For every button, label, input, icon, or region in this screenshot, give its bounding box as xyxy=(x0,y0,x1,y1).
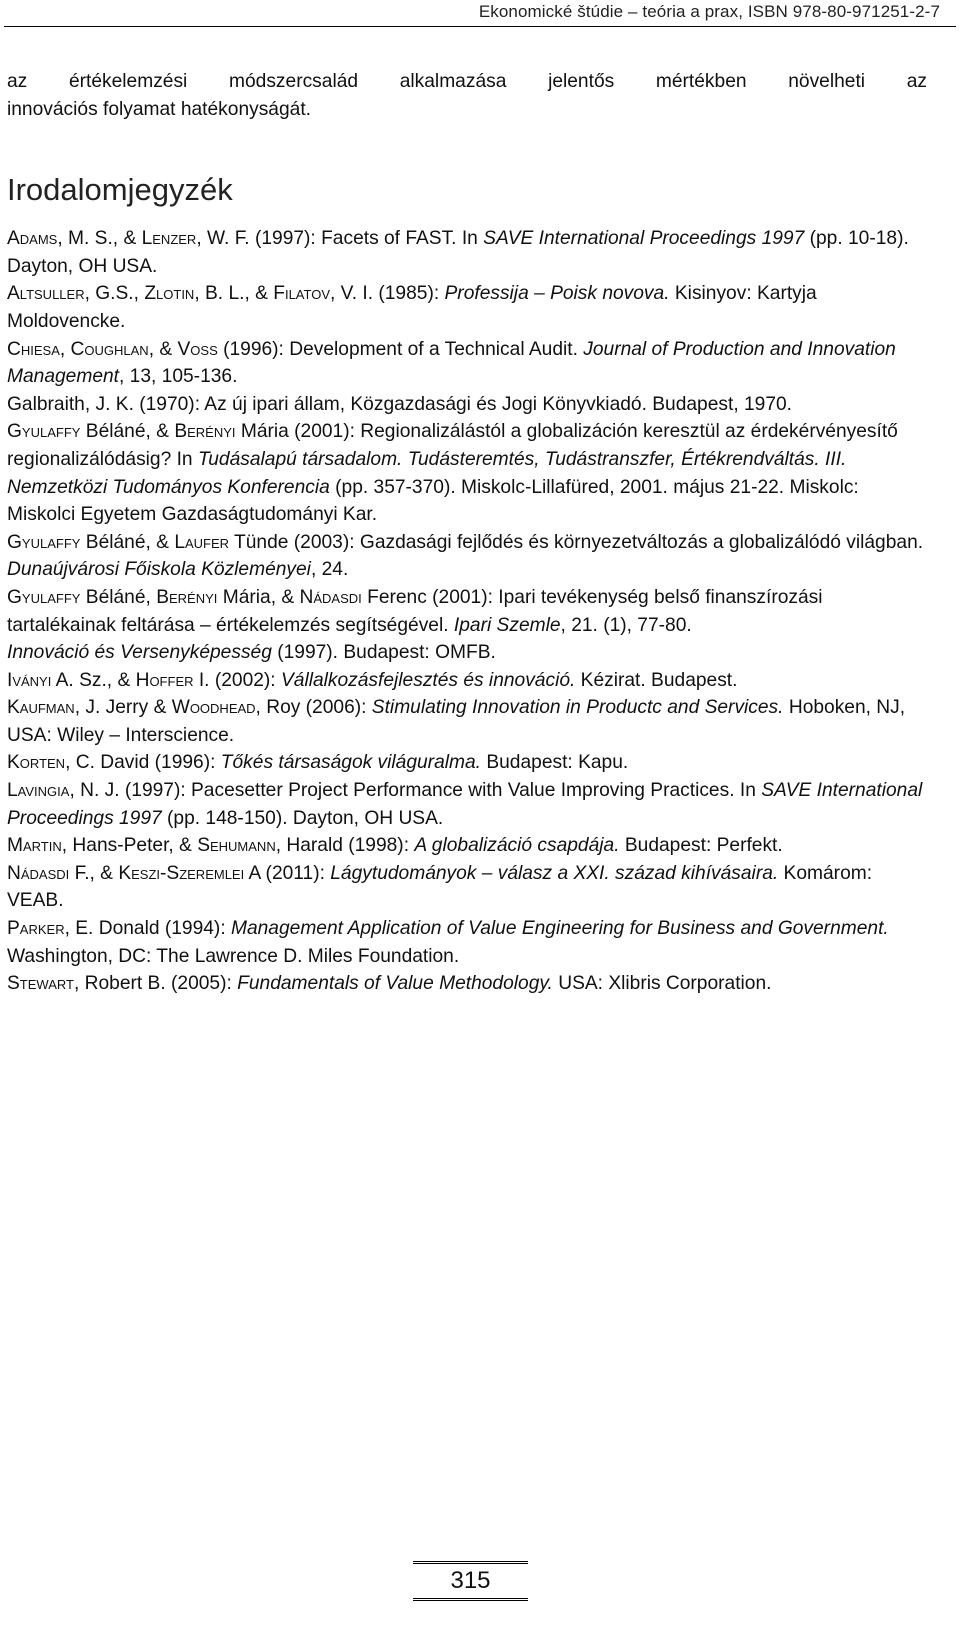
author-name: Voss xyxy=(177,338,218,360)
reference-text: A (2011): xyxy=(244,862,331,884)
reference-text: (pp. 148-150). Dayton, OH USA. xyxy=(161,807,444,829)
intro-line-2: innovációs folyamat hatékonyságát. xyxy=(7,98,311,120)
author-name: Nádasdi xyxy=(299,586,362,608)
reference-text: , W. F. (1997): Facets of FAST. In xyxy=(196,228,484,250)
work-title: Tudásalapú társadalom. Tudásteremtés, Tudástranszfer, Értékrendváltás. III. Nemzetközi Tudományos Konferencia xyxy=(7,448,847,498)
author-name: Zlotin xyxy=(144,283,195,305)
reference-text: , & xyxy=(148,338,178,360)
reference-text: Béláné, & xyxy=(80,421,175,443)
reference-text: , J. Jerry & xyxy=(74,697,172,719)
author-name: Korten xyxy=(7,752,66,774)
reference-text: Tünde (2003): Gazdasági fejlődés és környezetváltozás a globalizálódó világban. xyxy=(229,531,924,553)
reference-text: , Roy (2006): xyxy=(255,697,372,719)
reference-item xyxy=(7,225,927,280)
reference-text: , V. I. (1985): xyxy=(330,283,445,305)
reference-text: , N. J. (1997): Pacesetter Project Performance with Value Improving Practices. In xyxy=(69,780,762,802)
author-name: Altsuller xyxy=(7,283,85,305)
author-name: Keszi-Szeremlei xyxy=(118,862,245,884)
reference-item xyxy=(7,915,927,970)
reference-text: Mária (2001): Regionalizálástól a globalizáción keresztül az érdekérvényesítő regionalizálódásig? In xyxy=(7,421,898,470)
section-title: Irodalomjegyzék xyxy=(7,172,233,208)
intro-line-1: az értékelemzési módszercsalád alkalmazása jelentős mértékben növelheti az xyxy=(7,71,927,92)
reference-item xyxy=(7,280,927,335)
reference-text: Galbraith, J. K. (1970): Az új ipari állam, Közgazdasági és Jogi Könyvkiadó. Budapest, 1970. xyxy=(7,393,793,415)
reference-item xyxy=(7,639,927,667)
work-title: Ipari Szemle xyxy=(453,614,561,636)
work-title: A globalizáció csapdája. xyxy=(414,835,620,857)
author-name: Gyulaffy xyxy=(7,586,81,608)
author-name: Adams xyxy=(7,228,58,250)
reference-text: Hoboken, NJ, USA: Wiley – Interscience. xyxy=(7,697,906,746)
author-name: Coughlan xyxy=(70,338,149,360)
reference-text: Kézirat. Budapest. xyxy=(575,669,738,691)
author-name: Filatov xyxy=(273,283,331,305)
reference-item xyxy=(7,584,927,639)
reference-text: Mária, & xyxy=(217,586,300,608)
reference-text: (pp. 10-18). Dayton, OH USA. xyxy=(7,228,909,277)
author-name: Kaufman xyxy=(7,697,75,719)
reference-text: , Harald (1998): xyxy=(275,835,415,857)
reference-text: Budapest: Perfekt. xyxy=(619,835,783,857)
reference-item xyxy=(7,832,927,860)
reference-item xyxy=(7,418,927,528)
work-title: Lágytudományok – válasz a XXI. század kihívásaira. xyxy=(330,862,779,884)
reference-item xyxy=(7,860,927,915)
author-name: Iványi xyxy=(7,669,52,691)
reference-item xyxy=(7,694,927,749)
reference-text: , 24. xyxy=(310,559,349,581)
reference-text: Komárom: VEAB. xyxy=(7,862,873,912)
author-name: Parker xyxy=(7,918,65,940)
reference-text: , G.S., xyxy=(84,283,145,305)
author-name: Martin xyxy=(7,835,62,857)
author-name: Hoffer xyxy=(135,669,194,691)
page-number-box xyxy=(413,1561,528,1601)
author-name: Gyulaffy xyxy=(7,531,81,553)
author-name: Sehumann xyxy=(197,835,276,857)
reference-text: Béláné, & xyxy=(80,531,175,553)
header-rule xyxy=(4,26,956,27)
work-title: Dunaújvárosi Főiskola Közleményei xyxy=(7,559,311,581)
reference-text: I. (2002): xyxy=(193,669,281,691)
work-title: Management Application of Value Engineering for Business and Government. xyxy=(230,918,889,940)
reference-text: , Hans-Peter, & xyxy=(61,835,198,857)
author-name: Berényi xyxy=(156,586,218,608)
reference-text: (pp. 357-370). Miskolc-Lillafüred, 2001. május 21-22. Miskolc: Miskolci Egyetem Gazdaságtudományi Kar. xyxy=(7,476,859,526)
intro-paragraph xyxy=(7,68,927,123)
reference-text: , E. Donald (1994): xyxy=(64,918,231,940)
work-title: SAVE International Proceedings 1997 xyxy=(7,780,923,829)
author-name: Gyulaffy xyxy=(7,421,81,443)
reference-text: (1996): Development of a Technical Audit. xyxy=(217,338,584,360)
work-title: Innováció és Versenyképesség xyxy=(7,642,272,664)
reference-text: F., & xyxy=(69,862,119,884)
reference-item xyxy=(7,667,927,695)
author-name: Berényi xyxy=(174,421,236,443)
page-content xyxy=(7,68,927,998)
work-title: Journal of Production and Innovation Management xyxy=(7,338,896,388)
reference-text: , C. David (1996): xyxy=(65,752,221,774)
reference-text: A. Sz., & xyxy=(51,669,136,691)
author-name: Laufer xyxy=(174,531,230,553)
work-title: Vállalkozásfejlesztés és innováció. xyxy=(280,669,576,691)
reference-text: , Robert B. (2005): xyxy=(73,973,238,995)
reference-item xyxy=(7,529,927,584)
reference-text: , 13, 105-136. xyxy=(119,366,238,388)
reference-text: Washington, DC: The Lawrence D. Miles Foundation. xyxy=(7,945,460,967)
reference-item xyxy=(7,777,927,832)
author-name: Chiesa xyxy=(7,338,60,360)
running-header: Ekonomické štúdie – teória a prax, ISBN 978-80-971251-2-7 xyxy=(478,2,940,21)
work-title: Fundamentals of Value Methodology. xyxy=(237,973,553,995)
author-name: Woodhead xyxy=(171,697,256,719)
reference-text: (1997). Budapest: OMFB. xyxy=(271,642,496,664)
reference-item xyxy=(7,391,927,419)
work-title: Stimulating Innovation in Productc and Services. xyxy=(371,697,784,719)
reference-text: Kisinyov: Kartyja Moldovencke. xyxy=(7,283,817,332)
author-name: Nádasdi xyxy=(7,862,70,884)
reference-text: Budapest: Kapu. xyxy=(481,752,629,774)
reference-text: , M. S., & xyxy=(57,228,142,250)
author-name: Stewart xyxy=(7,973,74,995)
reference-item xyxy=(7,749,927,777)
reference-list xyxy=(7,225,927,998)
work-title: Tőkés társaságok világuralma. xyxy=(220,752,481,774)
author-name: Lavingia xyxy=(7,780,70,802)
reference-text: USA: Xlibris Corporation. xyxy=(552,973,772,995)
page-number: 315 xyxy=(450,1567,491,1594)
reference-item xyxy=(7,336,927,391)
reference-item xyxy=(7,970,927,998)
reference-text: Béláné, xyxy=(80,586,157,608)
reference-text: , B. L., & xyxy=(194,283,274,305)
work-title: SAVE International Proceedings 1997 xyxy=(483,228,805,250)
author-name: Lenzer xyxy=(141,228,197,250)
work-title: Professija – Poisk novova. xyxy=(444,283,670,305)
reference-text: , xyxy=(59,338,71,360)
reference-text: Ferenc (2001): Ipari tevékenység belső finanszírozási tartalékainak feltárása – értékelemzés segítségével. xyxy=(7,586,823,636)
reference-text: , 21. (1), 77-80. xyxy=(560,614,692,636)
